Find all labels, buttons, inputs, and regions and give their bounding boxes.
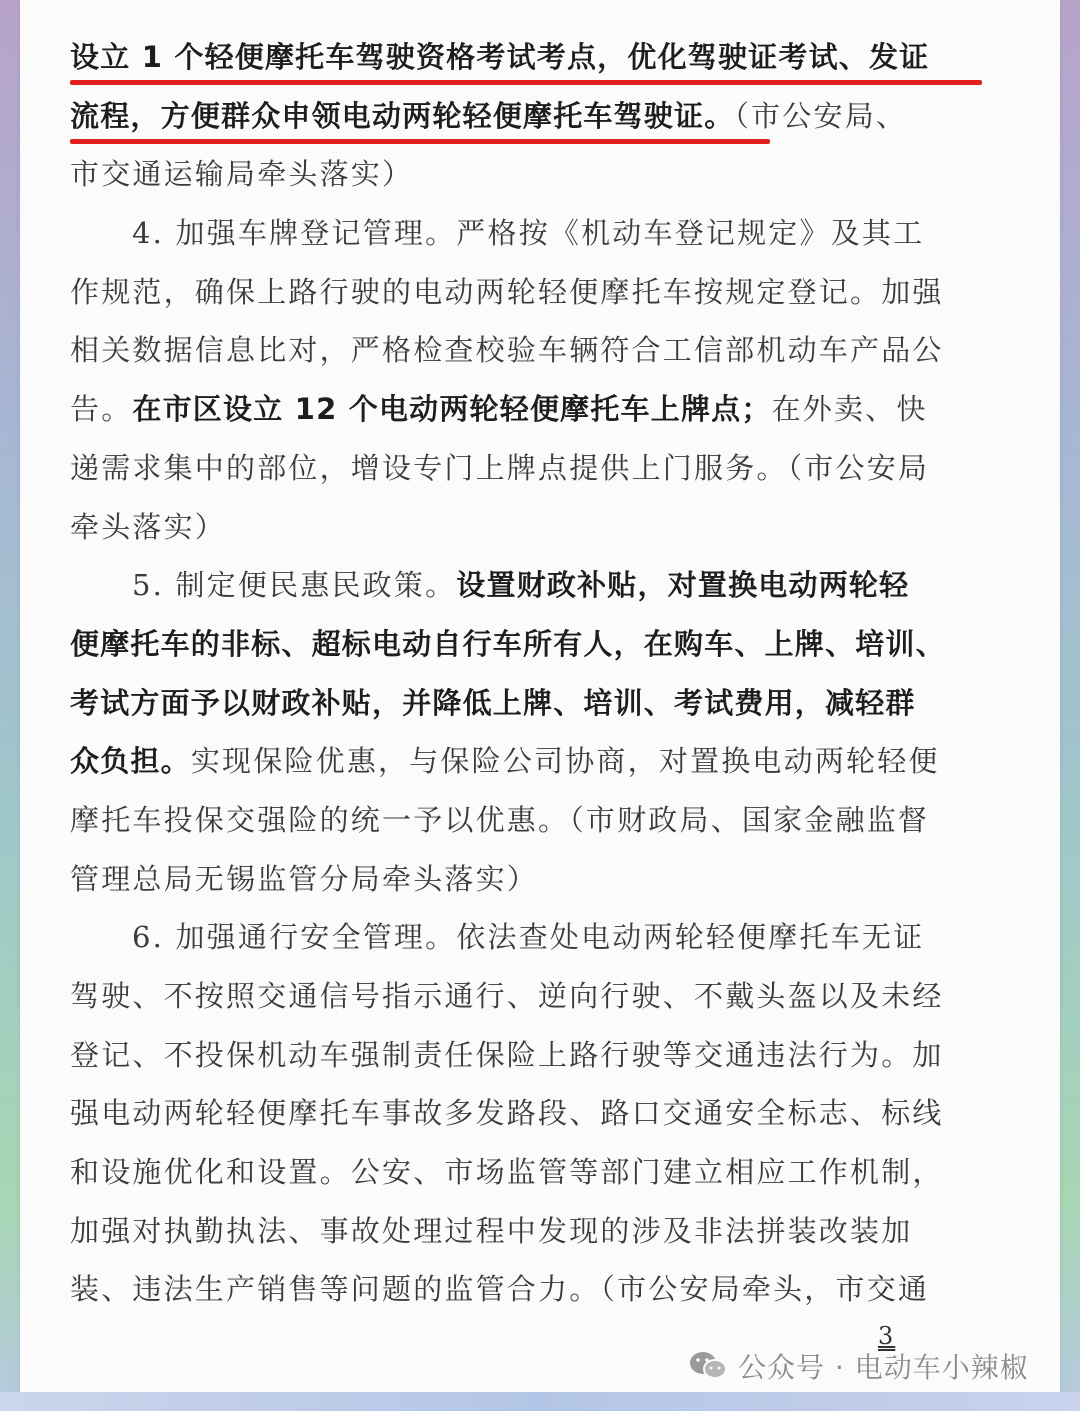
page-number: 3 — [878, 1322, 896, 1350]
body-text: 递需求集中的部位，增设专门上牌点提供上门服务。（市公安局 — [70, 450, 930, 485]
text-line — [70, 204, 990, 263]
text-line — [70, 791, 990, 850]
watermark — [688, 1346, 1029, 1386]
text-line — [70, 87, 990, 146]
text-line — [70, 145, 990, 204]
body-text: 驾驶、不按照交通信号指示通行、逆向行驶、不戴头盔以及未经 — [70, 979, 944, 1013]
text-line — [70, 380, 990, 439]
body-text: 登记、不投保机动车强制责任保险上路行驶等交通违法行为。加 — [70, 1037, 944, 1072]
body-text: 实现保险优惠，与保险公司协商，对置换电动两轮轻便 — [190, 744, 940, 779]
text-line — [70, 908, 990, 967]
body-text: （市公安局、 — [734, 98, 908, 133]
body-text: 作规范，确保上路行驶的电动两轮轻便摩托车按规定登记。加强 — [70, 274, 944, 309]
body-text: 牵头落实） — [70, 509, 227, 544]
text-line — [70, 263, 990, 322]
bold-text: 设立 1 个轻便摩托车驾驶资格考试考点，优化驾驶证考试、发证 — [70, 40, 930, 74]
text-line — [70, 1084, 990, 1143]
bold-text: 设置财政补贴，对置换电动两轮轻 — [456, 568, 910, 603]
text-line — [70, 1026, 990, 1085]
bold-text: 众负担。 — [70, 744, 191, 779]
body-text: 5. 制定便民惠民政策。 — [132, 568, 457, 603]
body-text: 装、违法生产销售等问题的监管合力。（市公安局牵头，市交通 — [70, 1272, 930, 1307]
text-line — [70, 674, 990, 733]
body-text: 告。 — [70, 392, 133, 427]
wechat-icon — [688, 1350, 728, 1382]
bold-text: 便摩托车的非标、超标电动自行车所有人，在购车、上牌、培训、 — [70, 626, 946, 661]
text-line — [70, 1260, 990, 1319]
document-body — [70, 28, 990, 1319]
body-text: 在外卖、快 — [771, 392, 928, 427]
body-text: 4. 加强车牌登记管理。严格按《机动车登记规定》及其工 — [132, 216, 925, 251]
text-line — [70, 439, 990, 498]
text-line — [70, 498, 990, 557]
text-line — [70, 850, 990, 909]
text-line — [70, 732, 990, 791]
body-text: 和设施优化和设置。公安、市场监管等部门建立相应工作机制， — [70, 1155, 944, 1190]
body-text: 相关数据信息比对，严格检查校验车辆符合工信部机动车产品公 — [70, 333, 944, 368]
text-line — [70, 967, 990, 1026]
text-line — [70, 1202, 990, 1261]
watermark-text: 公众号 · 电动车小辣椒 — [738, 1351, 1029, 1384]
body-text: 6. 加强通行安全管理。依法查处电动两轮轻便摩托车无证 — [132, 920, 925, 955]
text-line — [70, 28, 990, 87]
body-text: 强电动两轮轻便摩托车事故多发路段、路口交通安全标志、标线 — [70, 1096, 944, 1131]
bold-text: 在市区设立 12 个电动两轮轻便摩托车上牌点； — [132, 392, 772, 427]
bold-text: 流程，方便群众申领电动两轮轻便摩托车驾驶证。 — [70, 98, 735, 133]
text-line — [70, 556, 990, 615]
body-text: 加强对执勤执法、事故处理过程中发现的涉及非法拼装改装加 — [70, 1213, 913, 1248]
text-line — [70, 321, 990, 380]
bottom-border — [0, 1392, 1080, 1411]
body-text: 管理总局无锡监管分局牵头落实） — [70, 861, 539, 896]
body-text: 摩托车投保交强险的统一予以优惠。（市财政局、国家金融监督 — [70, 802, 930, 837]
text-line — [70, 615, 990, 674]
bold-text: 考试方面予以财政补贴，并降低上牌、培训、考试费用，减轻群 — [70, 685, 916, 720]
text-line — [70, 1143, 990, 1202]
body-text: 市交通运输局牵头落实） — [70, 157, 414, 192]
